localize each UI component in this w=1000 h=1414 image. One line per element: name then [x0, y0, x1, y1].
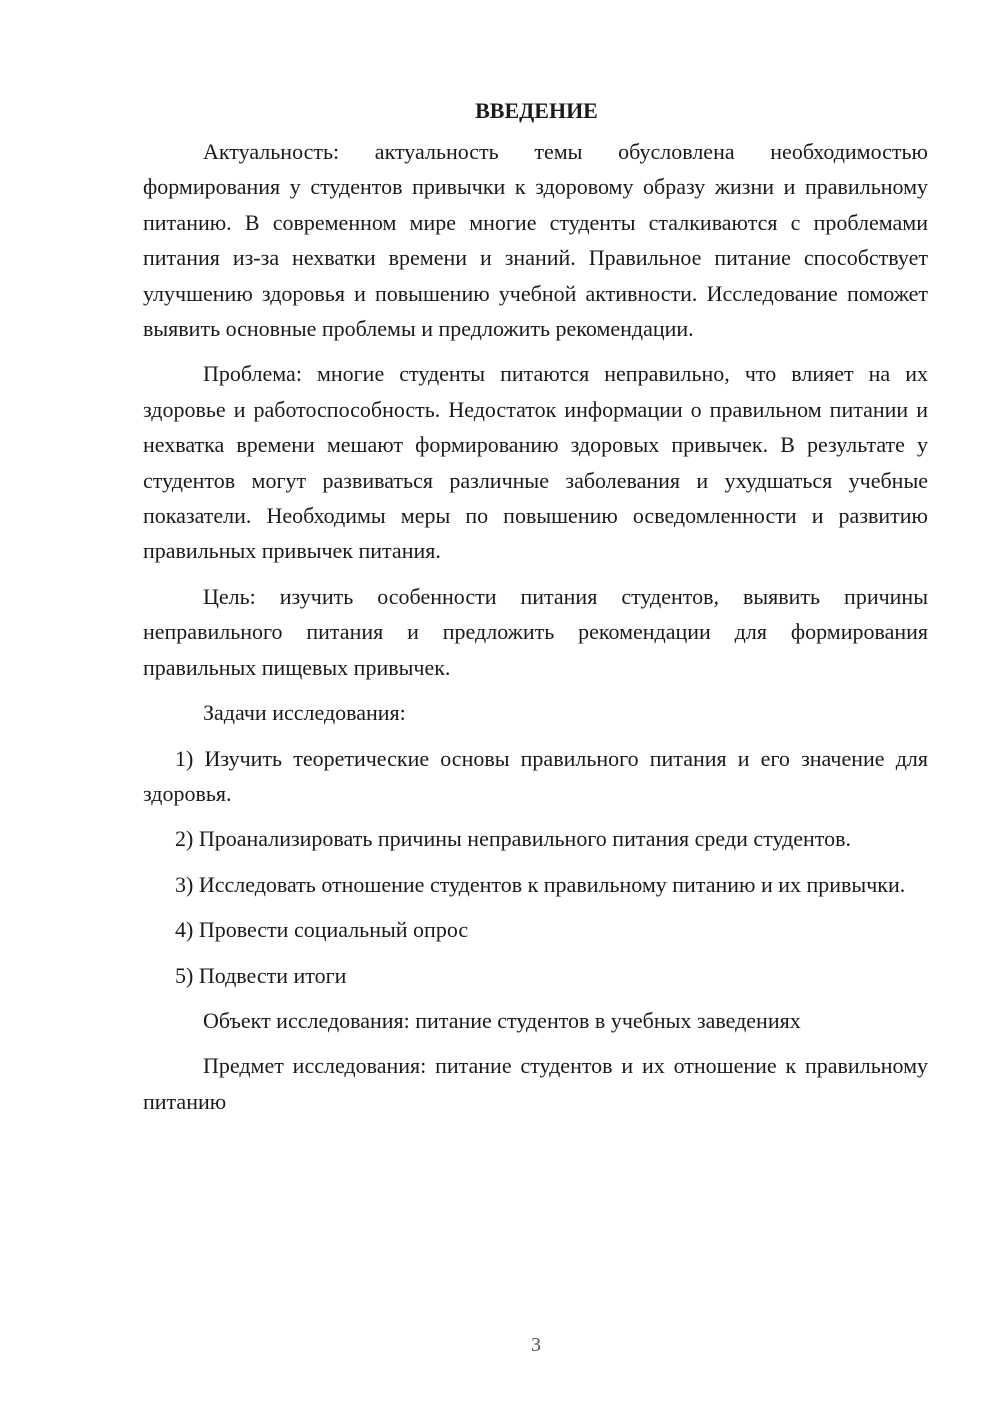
task-item-2: 2) Проанализировать причины неправильного питания среди студентов. [175, 826, 852, 852]
task-item-4: 4) Провести социальный опрос [175, 917, 469, 943]
research-subject: Предмет исследования: питание студентов и их отношение к правильному питанию [143, 1053, 928, 1114]
goal-paragraph: Цель: изучить особенности питания студентов, выявить причины неправильного питания и предложить рекомендации для формирования правильных пищевых привычек. [143, 583, 928, 680]
task-item-5: 5) Подвести итоги [175, 962, 347, 988]
task-item-1: 1) Изучить теоретические основы правильного питания и его значение для здоровья. [143, 745, 928, 806]
problem-paragraph: Проблема: многие студенты питаются неправильно, что влияет на их здоровье и работоспособность. Недостаток информации о правильном питании и нехватка времени мешают формированию здоровых привычек. В результате у студентов могут развиваться различные заболевания и ухудшаться учебные показатели. Необходимы меры по повышению осведомленности и развитию правильных привычек питания. [143, 361, 928, 564]
relevance-paragraph: Актуальность: актуальность темы обусловлена необходимостью формирования у студентов привычки к здоровому образу жизни и правильному питанию. В современном мире многие студенты сталкиваются с проблемами питания из-за нехватки времени и знаний. Правильное питание способствует улучшению здоровья и повышению учебной активности. Исследование поможет выявить основные проблемы и предложить рекомендации. [143, 139, 928, 342]
tasks-title: Задачи исследования: [203, 700, 406, 726]
research-object: Объект исследования: питание студентов в учебных заведениях [203, 1007, 801, 1033]
section-heading: ВВЕДЕНИЕ [475, 98, 598, 123]
page-number: 3 [531, 1334, 541, 1356]
page-content [143, 92, 928, 1119]
task-item-3: 3) Исследовать отношение студентов к правильному питанию и их привычки. [175, 871, 906, 897]
